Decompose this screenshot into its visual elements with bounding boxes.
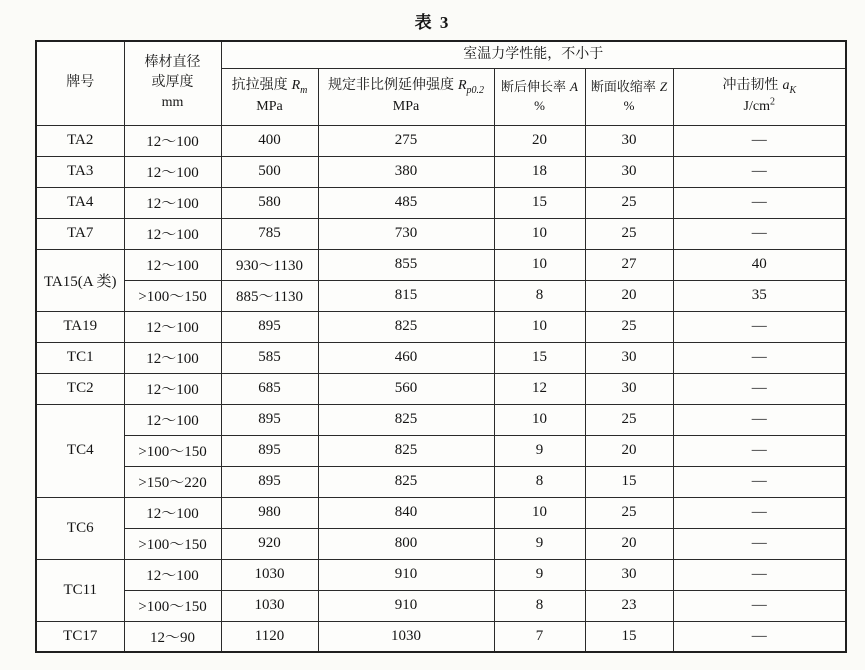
table-cell: >100～150	[124, 590, 221, 621]
table-cell: 895	[221, 435, 318, 466]
table-cell: —	[673, 311, 846, 342]
table-cell: 9	[494, 559, 585, 590]
table-cell: >100～150	[124, 435, 221, 466]
unit-label: MPa	[256, 98, 283, 114]
grade-cell: TC11	[36, 559, 124, 621]
table-cell: 460	[318, 342, 494, 373]
table-cell: 12～100	[124, 342, 221, 373]
table-cell: 25	[585, 497, 673, 528]
table-cell: 15	[494, 342, 585, 373]
table-cell: 800	[318, 528, 494, 559]
table-header	[36, 41, 846, 125]
col-label: 抗拉强度	[231, 78, 288, 94]
table-cell: 8	[494, 466, 585, 497]
col-label: 断后伸长率	[501, 78, 567, 94]
table-cell: 275	[318, 125, 494, 156]
table-cell: 585	[221, 342, 318, 373]
table-cell: >150～220	[124, 466, 221, 497]
table-cell: 825	[318, 404, 494, 435]
table-cell: 27	[585, 249, 673, 280]
table-body	[36, 125, 846, 652]
table-cell: 980	[221, 497, 318, 528]
table-cell: 10	[494, 404, 585, 435]
table-cell: 12～100	[124, 559, 221, 590]
col-header-impact-toughness	[673, 68, 846, 125]
col-header-reduction-of-area	[585, 68, 673, 125]
col-header-grade	[36, 41, 124, 125]
table-cell: —	[673, 466, 846, 497]
grade-cell: TA7	[36, 218, 124, 249]
table-cell: 825	[318, 466, 494, 497]
table-cell: 910	[318, 559, 494, 590]
col-header-tensile-strength	[221, 68, 318, 125]
table-cell: 20	[585, 528, 673, 559]
table-cell: 1030	[318, 621, 494, 652]
table-cell: 895	[221, 466, 318, 497]
col-label: 规定非比例延伸强度	[327, 78, 454, 94]
table-cell: 12～100	[124, 156, 221, 187]
table-cell: 25	[585, 218, 673, 249]
table-cell: 730	[318, 218, 494, 249]
table-cell: 10	[494, 497, 585, 528]
table-cell: 25	[585, 404, 673, 435]
table-cell: 930～1130	[221, 249, 318, 280]
col-header-diameter	[124, 41, 221, 125]
table-cell: 15	[585, 621, 673, 652]
table-cell: 580	[221, 187, 318, 218]
table-cell: 400	[221, 125, 318, 156]
grade-cell: TA2	[36, 125, 124, 156]
table-cell: 10	[494, 249, 585, 280]
col-label: 冲击韧性	[722, 78, 779, 94]
table-cell: 30	[585, 342, 673, 373]
table-cell: 15	[494, 187, 585, 218]
symbol-a: A	[570, 78, 578, 94]
table-cell: 910	[318, 590, 494, 621]
table-cell: 560	[318, 373, 494, 404]
table-cell: 12～100	[124, 218, 221, 249]
grade-cell: TC1	[36, 342, 124, 373]
span-header-label: 室温力学性能，不小于	[463, 46, 604, 62]
grade-cell: TA3	[36, 156, 124, 187]
table-row	[36, 125, 846, 156]
table-cell: 12～100	[124, 187, 221, 218]
table-row	[36, 621, 846, 652]
symbol-z: Z	[659, 78, 668, 94]
col-label: 断面收缩率	[590, 78, 656, 94]
table-cell: 12～100	[124, 125, 221, 156]
table-row	[36, 342, 846, 373]
table-cell: —	[673, 373, 846, 404]
table-cell: >100～150	[124, 280, 221, 311]
table-row	[36, 466, 846, 497]
table-cell: 1120	[221, 621, 318, 652]
table-cell: 30	[585, 373, 673, 404]
symbol-rm: $R_m$	[291, 78, 308, 96]
diameter-line-1: 棒材直径	[144, 54, 201, 70]
table-cell: 40	[673, 249, 846, 280]
table-cell: 10	[494, 218, 585, 249]
table-cell: 7	[494, 621, 585, 652]
grade-cell: TC2	[36, 373, 124, 404]
table-row	[36, 559, 846, 590]
table-cell: >100～150	[124, 528, 221, 559]
grade-header-label: 牌号	[66, 75, 95, 91]
table-cell: 855	[318, 249, 494, 280]
table-cell: 825	[318, 311, 494, 342]
table-cell: 685	[221, 373, 318, 404]
table-cell: —	[673, 156, 846, 187]
col-header-proof-strength	[318, 68, 494, 125]
span-header-room-temp-properties	[221, 41, 846, 68]
table-cell: 12～100	[124, 249, 221, 280]
table-cell: 20	[494, 125, 585, 156]
table-cell: 30	[585, 125, 673, 156]
symbol-ak: $a_K$	[782, 78, 797, 96]
table-cell: 895	[221, 311, 318, 342]
table-row	[36, 497, 846, 528]
table-cell: 8	[494, 280, 585, 311]
grade-cell: TA15(A 类)	[36, 249, 124, 311]
unit-label: %	[534, 97, 545, 113]
table-row	[36, 404, 846, 435]
unit-label: $J/cm^2$	[743, 95, 775, 114]
table-cell: 12～100	[124, 497, 221, 528]
table-cell: 9	[494, 435, 585, 466]
table-row	[36, 218, 846, 249]
unit-label: MPa	[392, 98, 420, 114]
table-cell: —	[673, 187, 846, 218]
table-row	[36, 528, 846, 559]
table-cell: 25	[585, 311, 673, 342]
table-cell: 25	[585, 187, 673, 218]
diameter-line-2: 或厚度	[151, 75, 194, 91]
table-cell: 920	[221, 528, 318, 559]
table-cell: 840	[318, 497, 494, 528]
table-cell: 1030	[221, 590, 318, 621]
table-row	[36, 187, 846, 218]
grade-cell: TC4	[36, 404, 124, 497]
table-cell: —	[673, 621, 846, 652]
table-cell: 18	[494, 156, 585, 187]
table-cell: 30	[585, 559, 673, 590]
unit-label: %	[623, 97, 635, 113]
table-cell: —	[673, 125, 846, 156]
header-row-1	[36, 41, 846, 68]
table-cell: 10	[494, 311, 585, 342]
table-cell: —	[673, 497, 846, 528]
table-cell: 815	[318, 280, 494, 311]
table-cell: 23	[585, 590, 673, 621]
symbol-rp02: $R_{p0.2}$	[457, 78, 485, 96]
table-cell: 35	[673, 280, 846, 311]
table-row	[36, 373, 846, 404]
spec-table-container	[35, 40, 845, 653]
table-cell: 20	[585, 280, 673, 311]
table-cell: 485	[318, 187, 494, 218]
col-header-elongation	[494, 68, 585, 125]
table-cell: 30	[585, 156, 673, 187]
table-cell: 895	[221, 404, 318, 435]
table-cell: —	[673, 404, 846, 435]
table-cell: 12～100	[124, 311, 221, 342]
table-cell: 12～90	[124, 621, 221, 652]
table-row	[36, 280, 846, 311]
page-title: 表 3	[414, 13, 451, 32]
table-cell: 20	[585, 435, 673, 466]
table-cell: 12～100	[124, 404, 221, 435]
grade-cell: TA4	[36, 187, 124, 218]
table-cell: —	[673, 342, 846, 373]
table-cell: 500	[221, 156, 318, 187]
table-cell: —	[673, 528, 846, 559]
table-cell: 15	[585, 466, 673, 497]
grade-cell: TC17	[36, 621, 124, 652]
table-row	[36, 590, 846, 621]
grade-cell: TC6	[36, 497, 124, 559]
table-cell: —	[673, 435, 846, 466]
table-cell: —	[673, 559, 846, 590]
table-cell: 12～100	[124, 373, 221, 404]
table-cell: 1030	[221, 559, 318, 590]
table-cell: 825	[318, 435, 494, 466]
table-cell: 8	[494, 590, 585, 621]
table-cell: —	[673, 590, 846, 621]
table-cell: 785	[221, 218, 318, 249]
spec-table	[35, 40, 847, 653]
table-row	[36, 156, 846, 187]
table-row	[36, 435, 846, 466]
grade-cell: TA19	[36, 311, 124, 342]
table-cell: 12	[494, 373, 585, 404]
table-cell: 9	[494, 528, 585, 559]
table-cell: —	[673, 218, 846, 249]
table-row	[36, 311, 846, 342]
table-cell: 380	[318, 156, 494, 187]
table-cell: 885～1130	[221, 280, 318, 311]
table-row	[36, 249, 846, 280]
diameter-line-3: mm	[161, 95, 184, 111]
